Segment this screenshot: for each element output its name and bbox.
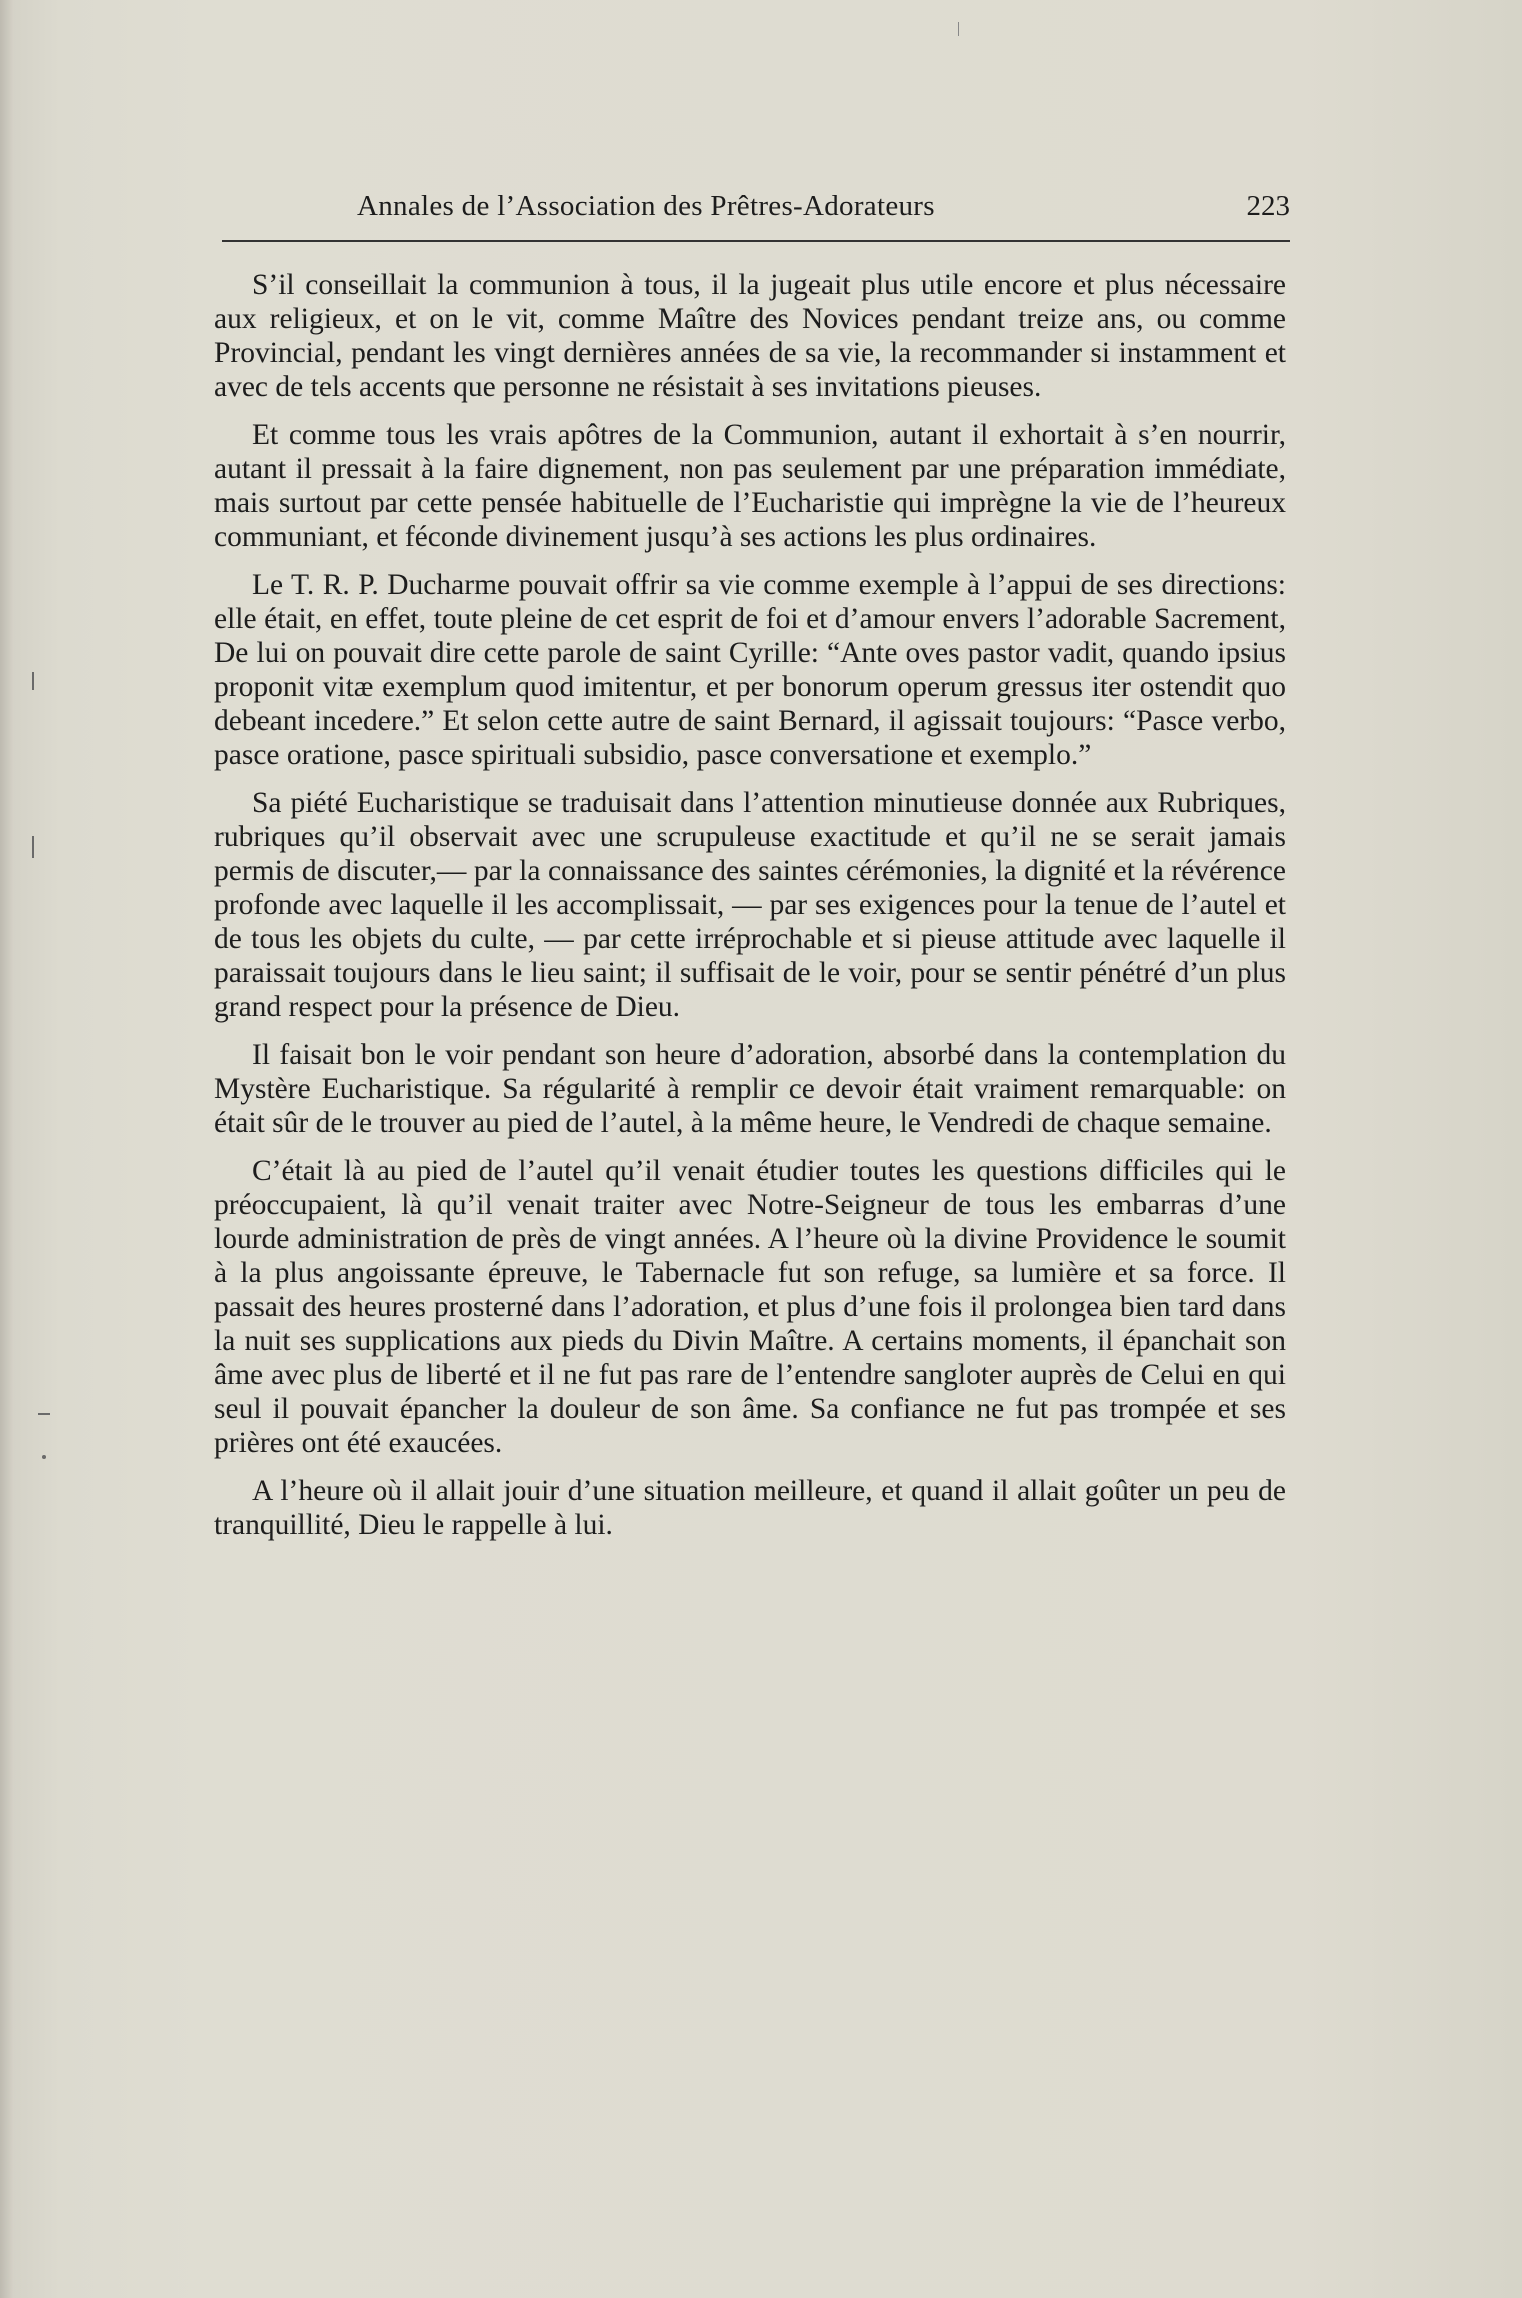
- body-text: [214, 268, 1286, 1556]
- paragraph-6: C’était là au pied de l’autel qu’il venait étudier toutes les questions difficiles qui le préoccupaient, là qu’il venait traiter avec Notre-Seigneur de tous les embarras d’une lourde administration de près de vingt années. A l’heure où la divine Providence le soumit à la plus angoissante épreuve, le Tabernacle fut son refuge, sa lumière et sa force. Il passait des heures prosterné dans l’adoration, et plus d’une fois il prolongea bien tard dans la nuit ses supplications aux pieds du Divin Maître. A certains moments, il épanchait son âme avec plus de liberté et il ne fut pas rare de l’entendre sangloter auprès de Celui en qui seul il pouvait épancher la douleur de son âme. Sa confiance ne fut pas trompée et ses prières ont été exaucées.: [214, 1155, 1286, 1459]
- running-title: Annales de l’Association des Prêtres-Adorateurs: [357, 190, 935, 222]
- running-header: [222, 190, 1290, 234]
- margin-mark: [42, 1455, 46, 1459]
- header-rule: [222, 240, 1290, 242]
- paragraph-5: Il faisait bon le voir pendant son heure d’adoration, absorbé dans la contemplation du Mystère Eucharistique. Sa régularité à remplir ce devoir était vraiment remarquable: on était sûr de le trouver au pied de l’autel, à la même heure, le Vendredi de chaque semaine.: [214, 1039, 1286, 1139]
- margin-mark: [38, 1413, 50, 1415]
- paragraph-7: A l’heure où il allait jouir d’une situation meilleure, et quand il allait goûter un peu de tranquillité, Dieu le rappelle à lui.: [214, 1475, 1286, 1541]
- paragraph-4: Sa piété Eucharistique se traduisait dans l’attention minutieuse donnée aux Rubriques, rubriques qu’il observait avec une scrupuleuse exactitude et qu’il ne se serait jamais permis de discuter,— par la connaissance des saintes cérémonies, la dignité et la révérence profonde avec laquelle il les accomplissait, — par ses exigences pour la tenue de l’autel et de tous les objets du culte, — par cette irréprochable et si pieuse attitude avec laquelle il paraissait toujours dans le lieu saint; il suffisait de le voir, pour se sentir pénétré d’un plus grand respect pour la présence de Dieu.: [214, 787, 1286, 1023]
- page-number: 223: [1246, 190, 1290, 222]
- paragraph-1: S’il conseillait la communion à tous, il la jugeait plus utile encore et plus nécessaire aux religieux, et on le vit, comme Maître des Novices pendant treize ans, ou comme Provincial, pendant les vingt dernières années de sa vie, la recommander si instamment et avec de tels accents que personne ne résistait à ses invitations pieuses.: [214, 269, 1286, 403]
- paragraph-2: Et comme tous les vrais apôtres de la Communion, autant il exhortait à s’en nourrir, autant il pressait à la faire dignement, non pas seulement par une préparation immédiate, mais surtout par cette pensée habituelle de l’Eucharistie qui imprègne la vie de l’heureux communiant, et féconde divinement jusqu’à ses actions les plus ordinaires.: [214, 419, 1286, 553]
- margin-mark: [32, 672, 34, 690]
- margin-mark: [32, 836, 34, 858]
- binding-edge: [0, 0, 14, 2298]
- margin-mark: [958, 22, 959, 36]
- paragraph-3: Le T. R. P. Ducharme pouvait offrir sa vie comme exemple à l’appui de ses directions: elle était, en effet, toute pleine de cet esprit de foi et d’amour envers l’adorable Sacrement, De lui on pouvait dire cette parole de saint Cyrille: “Ante oves pastor vadit, quando ipsius proponit vitæ exemplum quod imitentur, et per bonorum operum gressus iter ostendit quo debeant incedere.” Et selon cette autre de saint Bernard, il agissait toujours: “Pasce verbo, pasce oratione, pasce spirituali subsidio, pasce conversatione et exemplo.”: [214, 569, 1286, 771]
